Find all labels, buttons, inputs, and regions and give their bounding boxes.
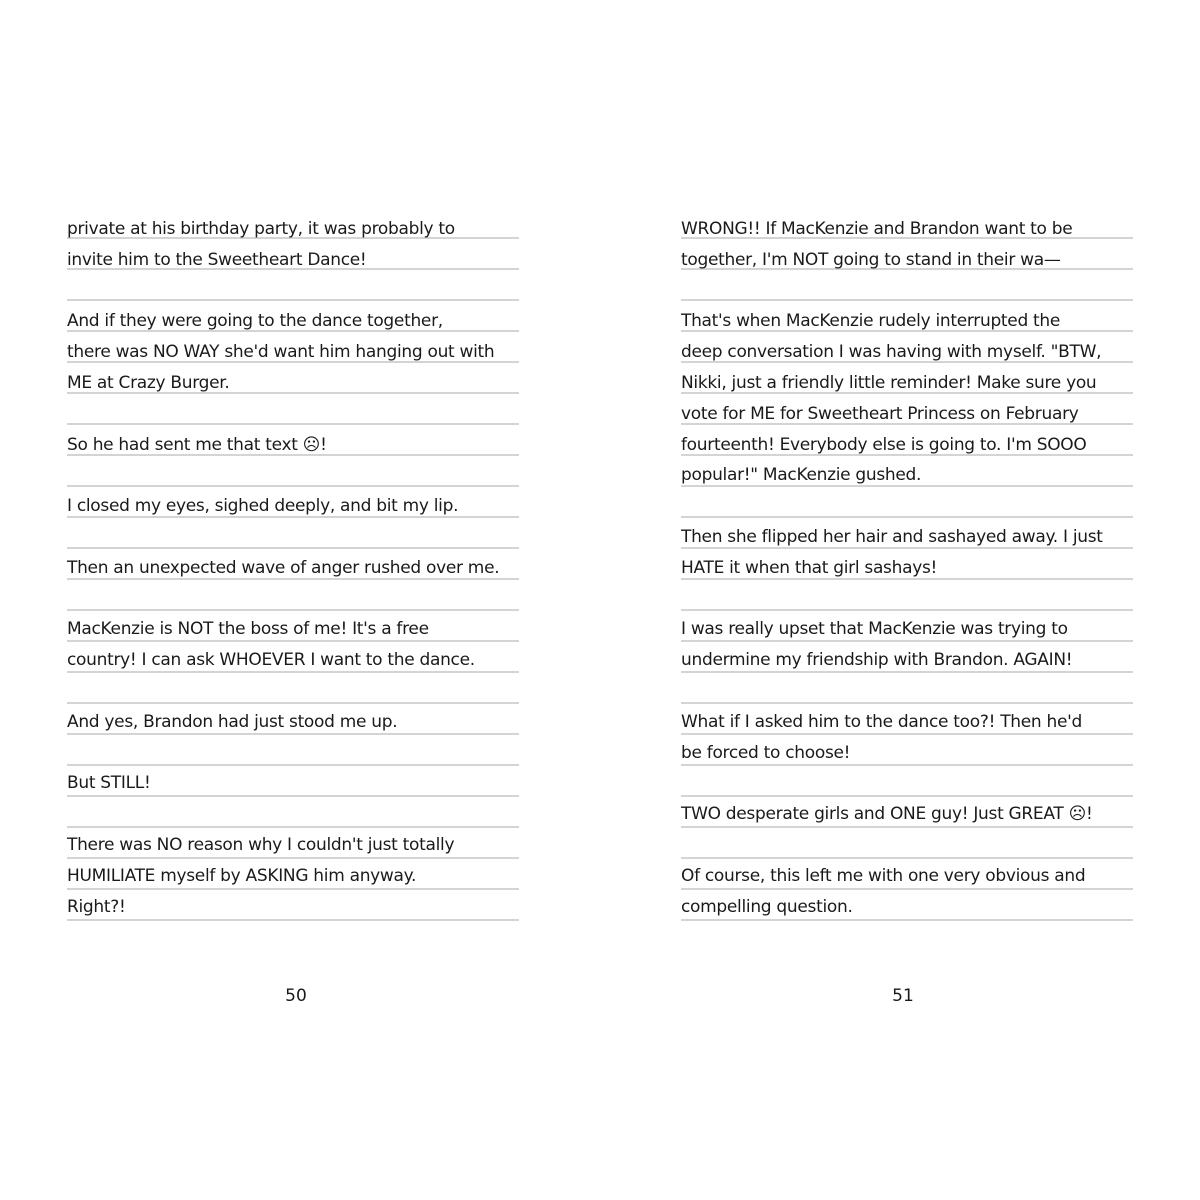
text-line: there was NO WAY she'd want him hanging out with [67,342,495,363]
text-line [67,276,519,307]
page-number-right: 51 [892,986,914,1006]
text-line: private at his birthday party, it was probably to [67,219,455,239]
text-line [67,922,519,953]
text-line: together, I'm NOT going to stand in their wa— [681,249,1061,270]
text-line: be forced to choose! [681,742,851,763]
text-line: Then she flipped her hair and sashayed away. I just [681,526,1103,547]
text-line: But STILL! [67,773,151,794]
text-line: I closed my eyes, sighed deeply, and bit my lip. [67,496,459,517]
text-line [67,522,519,553]
text-line [681,676,1133,707]
page-number-left: 50 [285,986,307,1006]
text-line: MacKenzie is NOT the boss of me! It's a free [67,619,429,640]
text-line: fourteenth! Everybody else is going to. I'm SOOO [681,434,1087,455]
text-line: WRONG!! If MacKenzie and Brandon want to be [681,219,1073,239]
text-line: That's when MacKenzie rudely interrupted the [681,311,1061,332]
text-line: There was NO reason why I couldn't just totally [67,834,455,855]
text-line [681,830,1133,861]
text-line: Of course, this left me with one very obvious and [681,865,1086,886]
text-line [67,676,519,707]
text-line: And if they were going to the dance together, [67,311,443,332]
text-line: HUMILIATE myself by ASKING him anyway. [67,865,417,886]
text-line [67,399,519,430]
text-line [681,922,1133,953]
text-line: And yes, Brandon had just stood me up. [67,711,398,732]
text-line: popular!" MacKenzie gushed. [681,465,922,486]
text-line [681,584,1133,615]
ruled-lines-right [681,208,1133,948]
text-line [681,276,1133,307]
right-page [681,208,1133,948]
text-line: Nikki, just a friendly little reminder! Make sure you [681,372,1097,393]
text-line: I was really upset that MacKenzie was trying to [681,619,1068,640]
text-line: vote for ME for Sweetheart Princess on February [681,403,1079,424]
text-line [681,491,1133,522]
text-line: ME at Crazy Burger. [67,372,230,393]
text-line [67,584,519,615]
text-line: Right?! [67,896,126,917]
text-line [67,460,519,491]
text-line [67,738,519,769]
ruled-lines-left [67,208,519,948]
text-line [67,799,519,830]
text-line: compelling question. [681,896,853,917]
text-line: So he had sent me that text ☹! [67,434,327,455]
text-line: invite him to the Sweetheart Dance! [67,249,367,270]
text-line: deep conversation I was having with myself. "BTW, [681,342,1102,363]
text-line: HATE it when that girl sashays! [681,557,938,578]
text-line [681,768,1133,799]
text-line: undermine my friendship with Brandon. AGAIN! [681,650,1073,671]
text-line: What if I asked him to the dance too?! Then he'd [681,711,1082,732]
text-line: country! I can ask WHOEVER I want to the dance. [67,650,475,671]
text-line: TWO desperate girls and ONE guy! Just GREAT ☹! [681,804,1093,825]
text-line: Then an unexpected wave of anger rushed over me. [67,557,500,578]
left-page [67,208,519,948]
